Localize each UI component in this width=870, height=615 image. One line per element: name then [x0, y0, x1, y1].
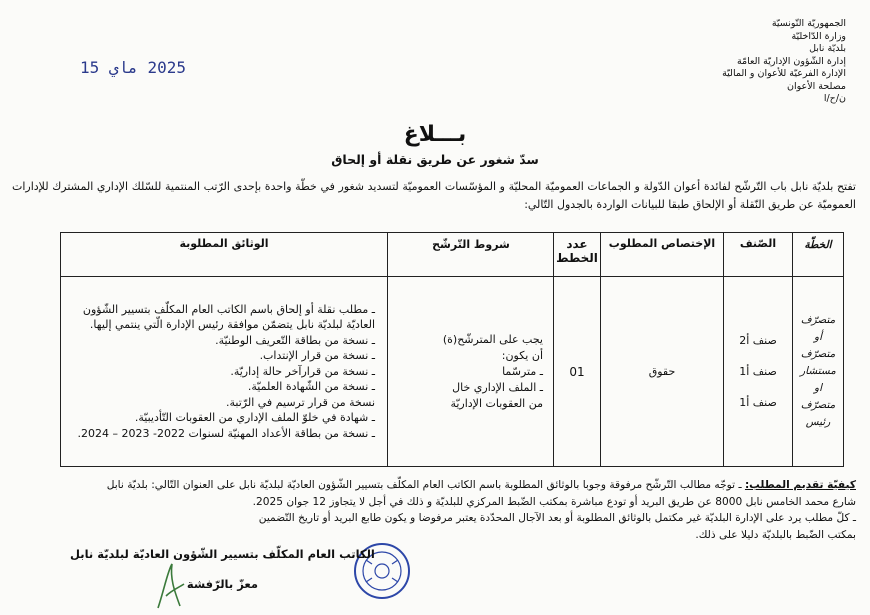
instruction-line: بمكتب الضّبط بالبلديّة دليلا على ذلك. [695, 528, 856, 541]
signature-block [70, 547, 375, 591]
plan-line: متصرّف [800, 314, 836, 326]
condition-line: أن يكون: [501, 348, 543, 362]
letterhead-line: مصلحة الأعوان [787, 80, 846, 92]
intro-paragraph: تفتح بلديّة نابل باب التّرشّح لفائدة أعوان الدّولة و الجماعات العموميّة المحليّة و المؤسّسات العموميّة لتسديد شغور في خطّة واحدة بإحدى الرّتب المنتمية للسّلك الإداري المشترك للإدارات العموميّة عن طريق النّقلة أو الإلحاق طبقا للبيانات الواردة بالجدول التّالي: [12, 180, 856, 211]
instruction-line: ـ كلّ مطلب يرد على الإدارة البلديّة غير مكتمل بالوثائق المطلوبة أو بعد الآجال المحدّدة يعتبر مرفوضا و يكون طابع البريد أو تاريخ التّضمين [258, 512, 856, 524]
header-plan: الخطّة [793, 233, 844, 277]
grade-line: صنف أ2 [739, 334, 777, 347]
instruction-text: ـ توجّه مطالب التّرشّح مرفوقة وجوبا بالوثائق المطلوبة باسم الكاتب العام المكلّف بتسيير الشّؤون العاديّة لبلديّة نابل على العنوان التّالي: بلديّة نابل [106, 479, 742, 491]
document-line: نسخة من قرار ترسيم في الرّتبة. [226, 395, 375, 409]
table-header-row [61, 233, 844, 277]
cell-conditions [388, 277, 554, 467]
application-instructions [12, 477, 856, 543]
condition-line: من العقوبات الإداريّة [450, 396, 543, 410]
cell-plan [793, 277, 844, 467]
letterhead-line: إدارة الشّؤون الإداريّة العامّة [736, 55, 846, 67]
document-line: ـ شهادة في خلوّ الملف الإداري من العقوبات التّأديبيّة. [134, 411, 375, 425]
header-conditions: شروط التّرشّح [388, 233, 554, 277]
header-grade: الصّنف [724, 233, 793, 277]
cell-count: 01 [554, 277, 601, 467]
positions-table [60, 232, 844, 467]
table-row [61, 277, 844, 467]
document-line: ـ نسخة من بطاقة الأعداد المهنيّة لسنوات 2022- 2023 – 2024. [77, 426, 375, 440]
plan-line: متصرّف [800, 348, 836, 360]
grade-line: صنف أ1 [739, 365, 777, 378]
document-line: ـ نسخة من الشّهادة العلميّة. [247, 380, 375, 394]
document-line: العاديّة لبلديّة نابل يتضمّن موافقة رئيس الإدارة الّتي ينتمي إليها. [89, 318, 375, 332]
header-count: عدد الخطط [554, 233, 601, 277]
header-documents: الوثائق المطلوبة [61, 233, 388, 277]
document-line: ـ نسخة من قرار الإنتداب. [259, 349, 375, 363]
cell-specialty: حقوق [601, 277, 724, 467]
plan-line: رئيس [805, 416, 831, 428]
page-subtitle: سدّ شغور عن طريق نقلة أو إلحاق [331, 152, 539, 167]
instructions-label: كيفيّة تقديم المطلب: [744, 479, 856, 491]
letterhead-line: الإدارة الفرعيّة للأعوان و الماليّة [722, 68, 846, 79]
plan-line: متصرّف [800, 399, 836, 411]
document-line: ـ مطلب نقلة أو إلحاق باسم الكاتب العام المكلّف بتسيير الشّؤون [82, 302, 375, 316]
letterhead-line: وزارة الدّاخليّة [791, 30, 846, 42]
plan-line: او [814, 382, 822, 394]
grade-line: صنف أ1 [739, 396, 777, 409]
plan-line: أو [814, 331, 822, 343]
instruction-line [12, 477, 856, 494]
cell-grade [724, 277, 793, 467]
condition-line: يجب على المترشّح(ة) [442, 332, 543, 346]
condition-line: ـ الملف الإداري خال [452, 380, 543, 394]
document-line: ـ نسخة من بطاقة التّعريف الوطنيّة. [215, 333, 375, 347]
cell-documents [61, 277, 388, 467]
letterhead-line: بلديّة نابل [809, 43, 846, 54]
instruction-line: شارع محمد الخامس نابل 8000 عن طريق البريد أو تودع مباشرة بمكتب الضّبط المركزي للبلديّة و ذلك في أجل لا يتجاوز 12 جوان 2025. [252, 495, 856, 508]
plan-line: مستشار [800, 365, 836, 377]
letterhead-line: الجمهوريّة التّونسيّة [771, 18, 846, 29]
page-title: بـــلاغ [403, 122, 467, 147]
signature-name: معزّ بالرّفشة [186, 577, 258, 591]
letterhead [676, 18, 846, 106]
signature-title: الكاتب العام المكلّف بتسيير الشّؤون العاديّة لبلديّة نابل [70, 547, 375, 561]
document-line: ـ نسخة من قرارآخر حالة إداريّة. [230, 364, 375, 378]
condition-line: ـ مترسّما [502, 364, 543, 378]
letterhead-line: ن/ح/ا [823, 93, 846, 104]
header-specialty: الإختصاص المطلوب [601, 233, 724, 277]
document-date: 2025 ماي 15 [80, 58, 186, 77]
